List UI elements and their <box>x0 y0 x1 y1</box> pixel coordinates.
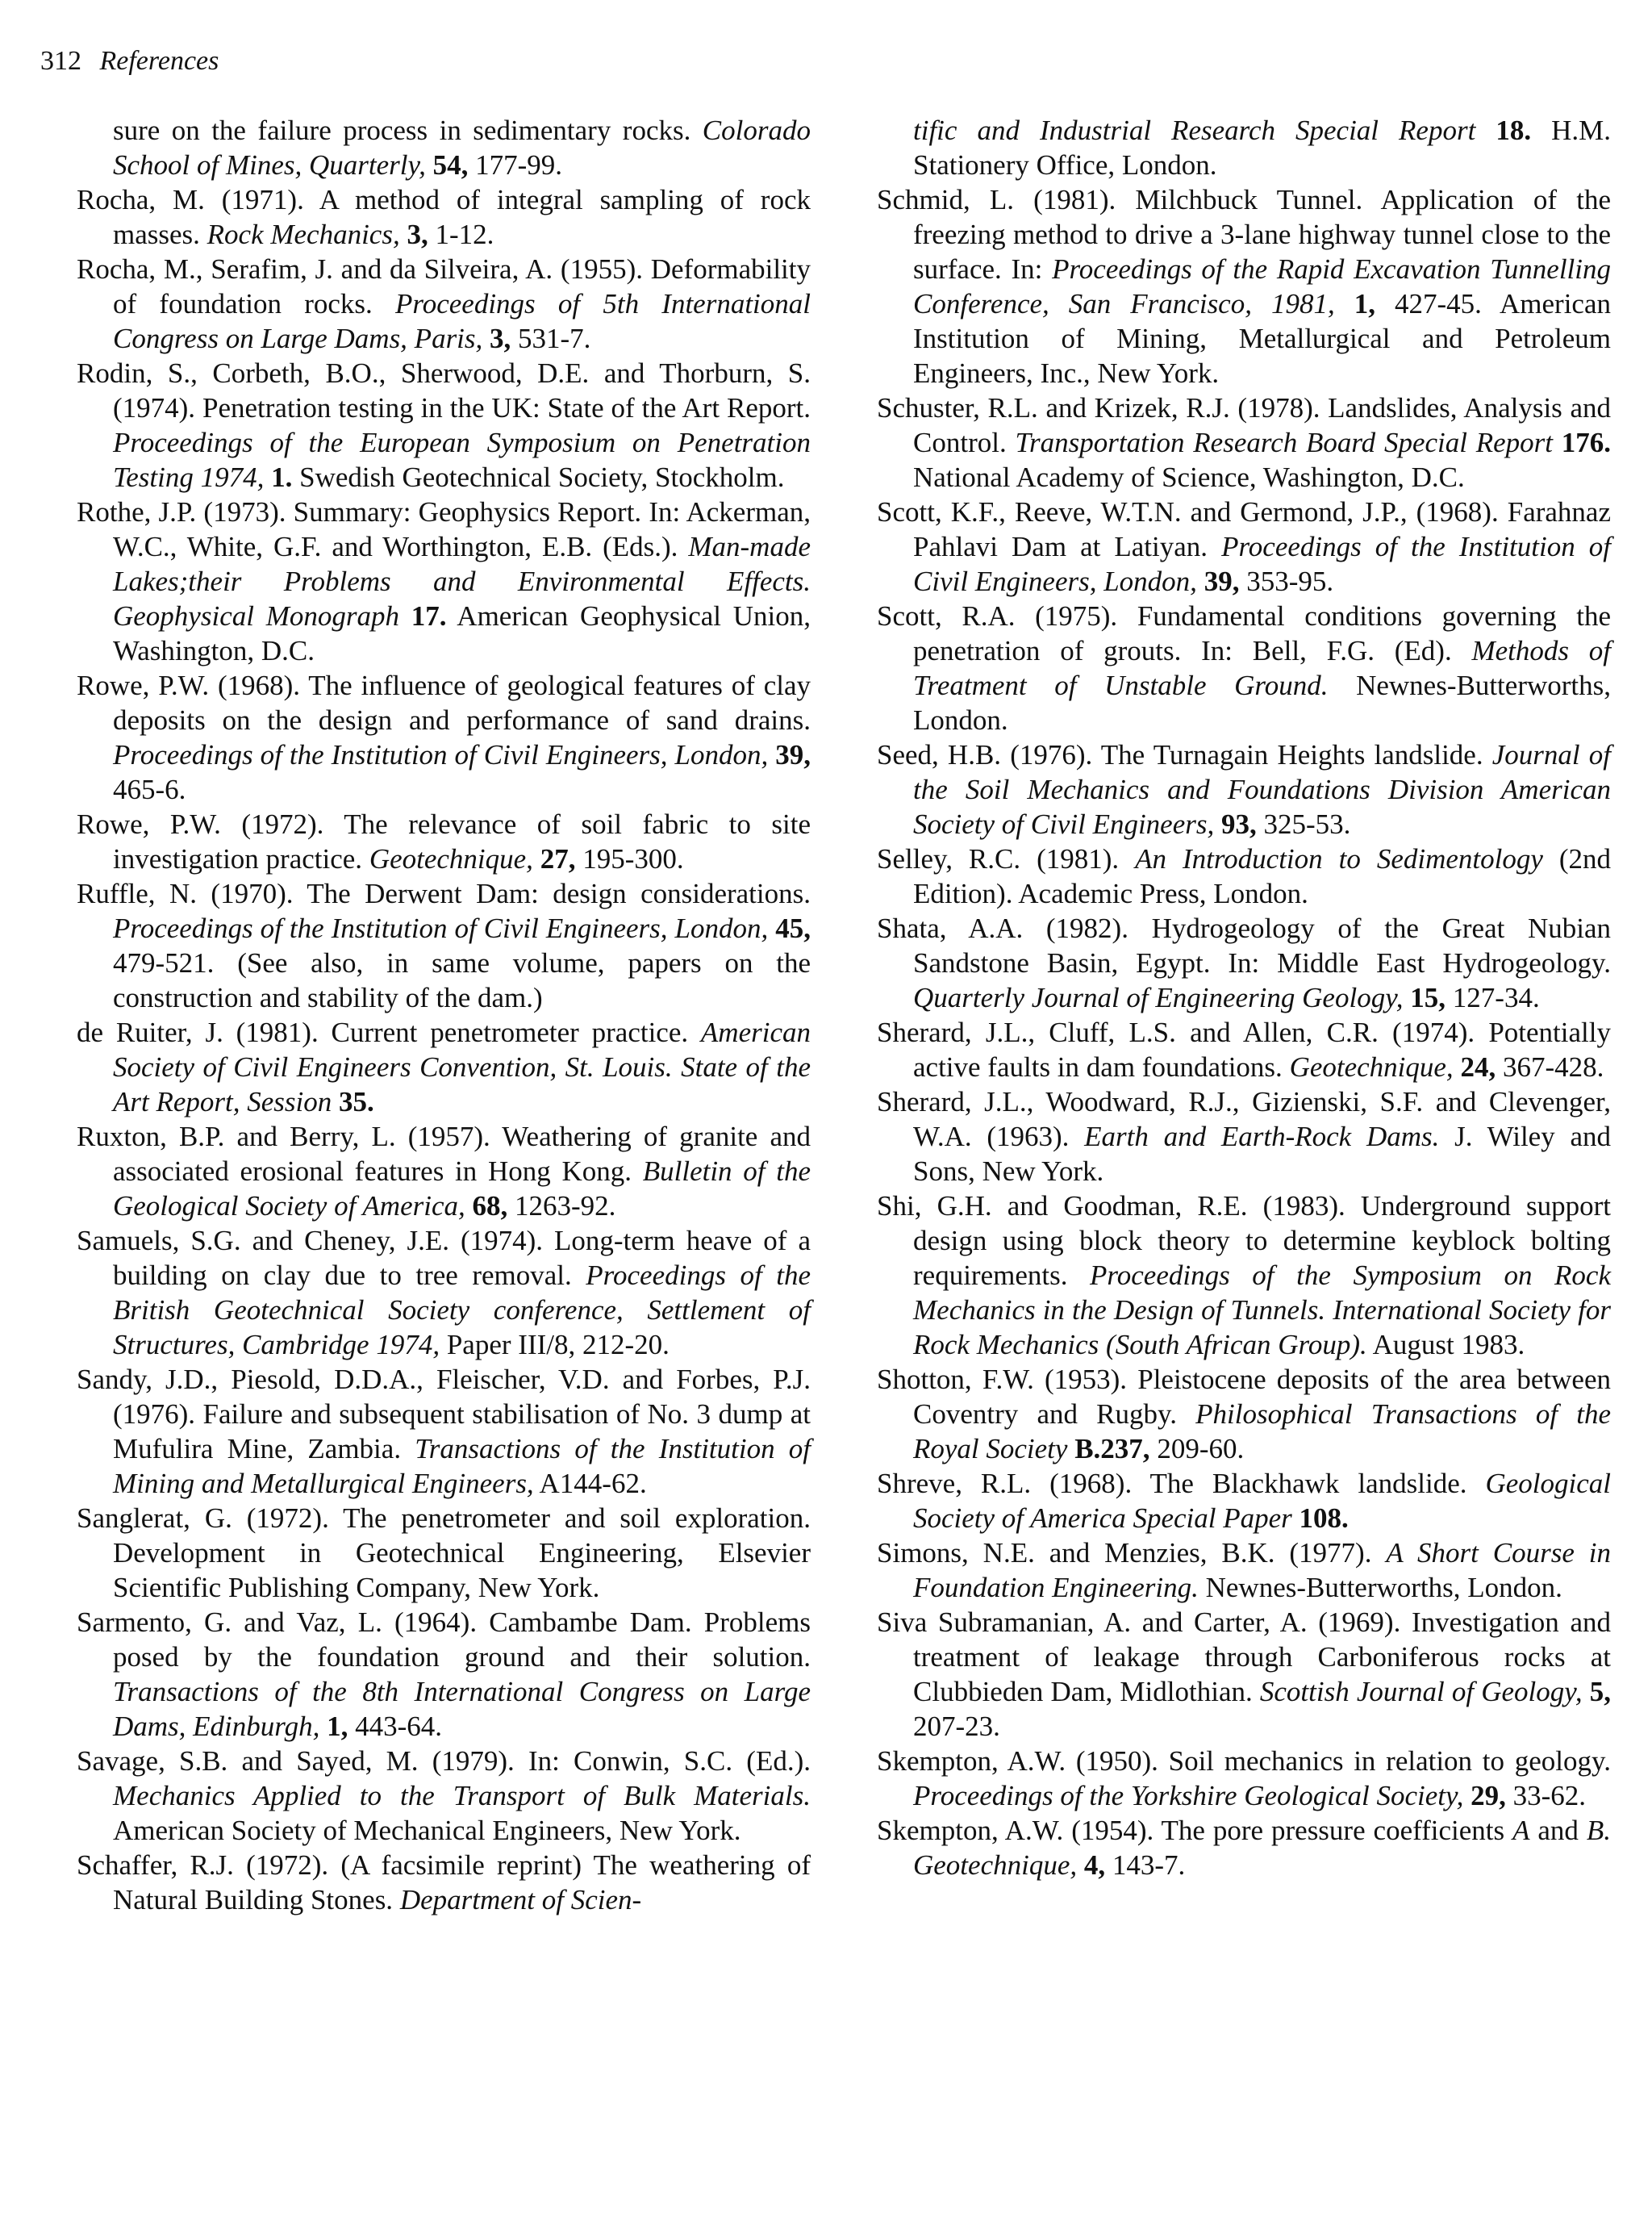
reference-text: Colorado School of Mines, Quarterly, <box>113 115 811 181</box>
reference-text: Proceedings of 5th International Congress on Large Dams, Paris, <box>113 288 811 354</box>
reference-text: Transactions of the Institution of Mining and Metallurgical Engineers, <box>113 1433 811 1499</box>
reference-text: Geotechnique, <box>1289 1051 1454 1083</box>
reference-entry <box>77 1605 811 1744</box>
reference-text: Skempton, A.W. (1950). Soil mechanics in relation to geology. <box>877 1745 1611 1777</box>
reference-entry <box>77 668 811 807</box>
reference-text: 531-7. <box>511 323 591 354</box>
reference-text: Selley, R.C. (1981). <box>877 843 1136 875</box>
reference-text: 353-95. <box>1239 566 1334 597</box>
reference-text: Philosophical Transactions of the Royal Society <box>913 1398 1611 1464</box>
reference-text <box>1214 808 1221 840</box>
reference-entry <box>877 391 1611 495</box>
reference-text: 45, <box>775 913 811 944</box>
reference-text: Shi, G.H. and Goodman, R.E. (1983). Underground support design using block theory to determine keyblock bolting requirements. <box>877 1190 1611 1291</box>
reference-text: Rock Mechanics, <box>206 219 400 250</box>
reference-text: 195-300. <box>575 843 684 875</box>
reference-text: 207-23. <box>913 1711 1000 1742</box>
reference-text: Department of Scien- <box>399 1884 642 1915</box>
reference-text <box>426 149 433 181</box>
reference-text: Sherard, J.L., Woodward, R.J., Gizienski, S.F. and Clevenger, W.A. (1963). <box>877 1086 1611 1152</box>
reference-text <box>768 913 775 944</box>
reference-text: 177-99. <box>468 149 563 181</box>
right-column <box>877 113 1611 1882</box>
reference-text: Earth and Earth-Rock Dams. <box>1084 1121 1440 1152</box>
reference-text: American Geophysical Union, Washington, D.C. <box>113 600 811 666</box>
reference-text: tific and Industrial Research Special Report <box>913 115 1476 146</box>
reference-text: 35. <box>338 1086 374 1118</box>
reference-text <box>1553 427 1562 458</box>
reference-text: 24, <box>1460 1051 1496 1083</box>
reference-text: Rothe, J.P. (1973). Summary: Geophysics Report. In: Ackerman, W.C., White, G.F. and Worthington, E.B. (Eds.). <box>77 496 811 562</box>
reference-text: 1263-92. <box>507 1190 616 1222</box>
reference-text <box>1197 566 1204 597</box>
reference-entry <box>77 1501 811 1605</box>
reference-text: Sherard, J.L., Cluff, L.S. and Allen, C.R. (1974). Potentially active faults in dam foundations. <box>877 1017 1611 1083</box>
reference-text: 367-428. <box>1496 1051 1604 1083</box>
running-title: References <box>99 46 219 76</box>
reference-text: An Introduction to Sedimentology <box>1135 843 1543 875</box>
reference-entry <box>77 807 811 876</box>
reference-text: H.M. Stationery Office, London. <box>913 115 1612 181</box>
reference-entry <box>877 182 1611 391</box>
reference-text: 54, <box>432 149 469 181</box>
reference-text: Journal of the Soil Mechanics and Foundations Division American Society of Civil Engineers, <box>913 739 1611 840</box>
reference-text: sure on the failure process in sedimentary rocks. <box>113 115 703 146</box>
reference-text: Schmid, L. (1981). Milchbuck Tunnel. Application of the freezing method to drive a 3-lane highway tunnel close to the surface. In: <box>877 184 1611 285</box>
reference-entry <box>877 1535 1611 1605</box>
reference-text: Shata, A.A. (1982). Hydrogeology of the Great Nubian Sandstone Basin, Egypt. In: Middle East Hydrogeology. <box>877 913 1611 979</box>
reference-text: Geotechnique, <box>369 843 533 875</box>
reference-text: Proceedings of the Rapid Excavation Tunnelling Conference, San Francisco, 1981, <box>913 253 1611 320</box>
reference-entry <box>877 599 1611 737</box>
reference-entry <box>877 1744 1611 1813</box>
reference-text: Shotton, F.W. (1953). Pleistocene deposits of the area between Coventry and Rugby. <box>877 1364 1611 1430</box>
reference-text: 176. <box>1561 427 1611 458</box>
reference-text <box>533 843 540 875</box>
reference-text: Sarmento, G. and Vaz, L. (1964). Cambambe Dam. Problems posed by the foundation ground and their solution. <box>77 1606 811 1673</box>
reference-text: Scott, R.A. (1975). Fundamental conditions governing the penetration of grouts. In: Bell, F.G. (Ed). <box>877 600 1611 666</box>
reference-text: Proceedings of the Institution of Civil Engineers, London, <box>913 531 1611 597</box>
reference-text <box>1335 288 1354 320</box>
reference-text: 1, <box>1354 288 1375 320</box>
reference-text: Seed, H.B. (1976). The Turnagain Heights landslide. <box>877 739 1492 771</box>
reference-text: 5, <box>1589 1676 1612 1707</box>
reference-text: 325-53. <box>1256 808 1351 840</box>
reference-entry <box>77 1362 811 1501</box>
reference-text <box>1077 1849 1084 1881</box>
reference-text: 465-6. <box>113 774 186 805</box>
reference-entry <box>77 182 811 252</box>
reference-text: Simons, N.E. and Menzies, B.K. (1977). <box>877 1537 1387 1569</box>
reference-text: Scott, K.F., Reeve, W.T.N. and Germond, J.P., (1968). Farahnaz Pahlavi Dam at Latiyan. <box>877 496 1611 562</box>
reference-text: and <box>1529 1815 1587 1846</box>
reference-text: Rowe, P.W. (1968). The influence of geological features of clay deposits on the design and performance of sand drains. <box>77 670 811 736</box>
reference-text: A144-62. <box>533 1468 647 1499</box>
reference-text: 3, <box>490 323 511 354</box>
reference-text: Siva Subramanian, A. and Carter, A. (1969). Investigation and treatment of leakage through Carboniferous rocks at Clubbieden Dam, Midlothian. <box>877 1606 1611 1707</box>
reference-text: 479-521. (See also, in same volume, papers on the construction and stability of the dam.) <box>113 947 811 1013</box>
reference-entry <box>877 1015 1611 1084</box>
reference-text <box>319 1711 327 1742</box>
reference-entry <box>877 737 1611 842</box>
page-header <box>40 45 219 77</box>
reference-entry <box>877 1813 1611 1882</box>
reference-text: Methods of Treatment of Unstable Ground. <box>913 635 1611 701</box>
reference-text: National Academy of Science, Washington, D.C. <box>913 462 1465 493</box>
reference-text: Newnes-Butterworths, London. <box>1198 1572 1562 1603</box>
reference-entry <box>877 1362 1611 1466</box>
reference-text: Transportation Research Board Special Report <box>1015 427 1553 458</box>
reference-text: 39, <box>775 739 811 771</box>
reference-text: Newnes-Butterworths, London. <box>913 670 1611 736</box>
reference-text <box>768 739 775 771</box>
reference-text <box>264 462 271 493</box>
reference-text: Ruffle, N. (1970). The Derwent Dam: design considerations. <box>77 878 811 909</box>
reference-text: A <box>1512 1815 1530 1846</box>
reference-text: Rocha, M. (1971). A method of integral sampling of rock masses. <box>77 184 811 250</box>
reference-text: 1-12. <box>428 219 494 250</box>
reference-text: B. Geotechnique, <box>913 1815 1611 1881</box>
reference-text: Geological Society of America Special Paper <box>913 1468 1611 1534</box>
reference-text: Man-made Lakes;their Problems and Environmental Effects. Geophysical Monograph <box>113 531 811 632</box>
reference-text: Proceedings of the Institution of Civil Engineers, London, <box>113 913 769 944</box>
reference-entry <box>77 876 811 1015</box>
reference-entry <box>77 1119 811 1223</box>
reference-text: Mechanics Applied to the Transport of Bulk Materials. <box>113 1780 811 1811</box>
reference-text: Shreve, R.L. (1968). The Blackhawk landslide. <box>877 1468 1486 1499</box>
reference-text: Samuels, S.G. and Cheney, J.E. (1974). Long-term heave of a building on clay due to tree removal. <box>77 1225 811 1291</box>
reference-text: de Ruiter, J. (1981). Current penetrometer practice. <box>77 1017 701 1048</box>
reference-entry <box>877 1605 1611 1744</box>
reference-text: Proceedings of the Yorkshire Geological Society, <box>913 1780 1464 1811</box>
reference-entry <box>77 1015 811 1119</box>
reference-entry <box>77 1223 811 1362</box>
reference-entry <box>77 113 811 182</box>
reference-entry <box>877 113 1611 182</box>
reference-text: 209-60. <box>1149 1433 1245 1464</box>
reference-text: Rowe, P.W. (1972). The relevance of soil fabric to site investigation practice. <box>77 808 811 875</box>
reference-text <box>1475 115 1496 146</box>
reference-entry <box>877 1084 1611 1189</box>
reference-text <box>1067 1433 1074 1464</box>
reference-text <box>1463 1780 1471 1811</box>
reference-text: 127-34. <box>1446 982 1540 1013</box>
reference-text <box>332 1086 339 1118</box>
reference-entry <box>877 1466 1611 1535</box>
reference-text: 427-45. American Institution of Mining, Metallurgical and Petroleum Engineers, Inc., New York. <box>913 288 1611 389</box>
reference-text: (2nd Edition). Academic Press, London. <box>913 843 1611 909</box>
reference-text: August 1983. <box>1366 1329 1525 1360</box>
reference-text: American Society of Mechanical Engineers, New York. <box>113 1815 741 1846</box>
reference-text: 443-64. <box>348 1711 443 1742</box>
reference-text <box>399 600 411 632</box>
reference-text <box>1583 1676 1590 1707</box>
reference-entry <box>877 1189 1611 1362</box>
reference-text: Rocha, M., Serafim, J. and da Silveira, A. (1955). Deformability of foundation rocks. <box>77 253 811 320</box>
reference-text: Scottish Journal of Geology, <box>1259 1676 1583 1707</box>
reference-entry <box>77 356 811 495</box>
reference-entry <box>877 842 1611 911</box>
page-number: 312 <box>40 46 81 76</box>
reference-text: American Society of Civil Engineers Convention, St. Louis. State of the Art Report, Session <box>113 1017 811 1118</box>
reference-text: 68, <box>472 1190 508 1222</box>
reference-text <box>1404 982 1411 1013</box>
reference-text: J. Wiley and Sons, New York. <box>913 1121 1611 1187</box>
reference-text: Transactions of the 8th International Congress on Large Dams, Edinburgh, <box>113 1676 811 1742</box>
reference-text: 39, <box>1204 566 1240 597</box>
reference-text: Skempton, A.W. (1954). The pore pressure coefficients <box>877 1815 1513 1846</box>
reference-entry <box>77 1744 811 1848</box>
reference-text: 18. <box>1496 115 1532 146</box>
reference-text: Schaffer, R.J. (1972). (A facsimile reprint) The weathering of Natural Building Stones. <box>77 1849 811 1915</box>
reference-entry <box>877 495 1611 599</box>
reference-entry <box>77 1848 811 1917</box>
reference-text: Proceedings of the British Geotechnical Society conference, Settlement of Structures, Cambridge 1974, <box>113 1260 811 1360</box>
reference-text: 1, <box>327 1711 348 1742</box>
reference-text: Rodin, S., Corbeth, B.O., Sherwood, D.E. and Thorburn, S. (1974). Penetration testing in the UK: State of the Art Report. <box>77 357 811 424</box>
reference-text <box>1292 1502 1299 1534</box>
reference-text: Quarterly Journal of Engineering Geology, <box>913 982 1404 1013</box>
reference-text: 17. <box>411 600 447 632</box>
reference-text: Swedish Geotechnical Society, Stockholm. <box>292 462 785 493</box>
reference-text: 15, <box>1410 982 1446 1013</box>
reference-text: 33-62. <box>1505 1780 1587 1811</box>
reference-text: 3, <box>407 219 428 250</box>
reference-entry <box>877 911 1611 1015</box>
reference-text: B.237, <box>1074 1433 1150 1464</box>
reference-text: Proceedings of the Symposium on Rock Mechanics in the Design of Tunnels. International Society for Rock Mechanics (South African Group). <box>913 1260 1611 1360</box>
reference-text: Sandy, J.D., Piesold, D.D.A., Fleischer, V.D. and Forbes, P.J. (1976). Failure and subsequent stabilisation of No. 3 dump at Mufulira Mine, Zambia. <box>77 1364 811 1464</box>
reference-entry <box>77 495 811 668</box>
reference-text: A Short Course in Foundation Engineering. <box>913 1537 1612 1603</box>
reference-text: 29, <box>1471 1780 1506 1811</box>
reference-text: 143-7. <box>1105 1849 1186 1881</box>
reference-text: Bulletin of the Geological Society of America, <box>113 1155 811 1222</box>
reference-text: 4, <box>1083 1849 1106 1881</box>
reference-entry <box>77 252 811 356</box>
reference-text: Paper III/8, 212-20. <box>440 1329 670 1360</box>
reference-text: Savage, S.B. and Sayed, M. (1979). In: Conwin, S.C. (Ed.). <box>77 1745 811 1777</box>
reference-text: 108. <box>1299 1502 1349 1534</box>
reference-text: Sanglerat, G. (1972). The penetrometer and soil exploration. Development in Geotechnical Engineering, Elsevier Scientific Publishing Company, New York. <box>77 1502 811 1603</box>
reference-text: Proceedings of the Institution of Civil Engineers, London, <box>113 739 769 771</box>
reference-text: Proceedings of the European Symposium on Penetration Testing 1974, <box>113 427 811 493</box>
reference-text: Ruxton, B.P. and Berry, L. (1957). Weathering of granite and associated erosional features in Hong Kong. <box>77 1121 811 1187</box>
reference-text: 93, <box>1221 808 1257 840</box>
reference-text: 27, <box>540 843 576 875</box>
reference-text: 1. <box>271 462 293 493</box>
reference-text <box>482 323 490 354</box>
reference-text: Schuster, R.L. and Krizek, R.J. (1978). Landslides, Analysis and Control. <box>877 392 1611 458</box>
left-column <box>77 113 811 1917</box>
